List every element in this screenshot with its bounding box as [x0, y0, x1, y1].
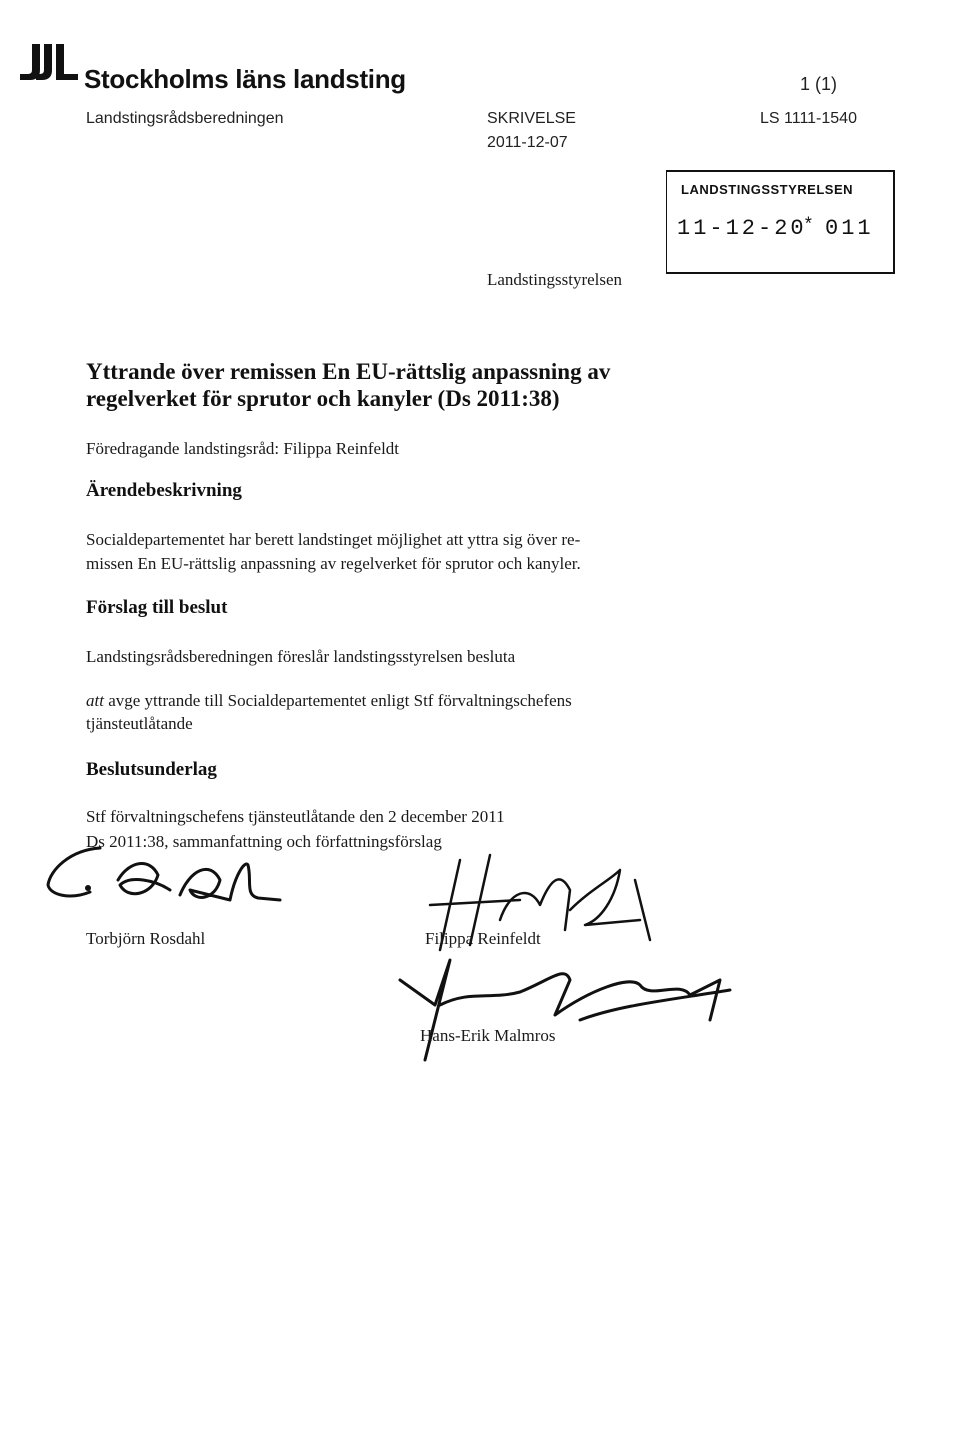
recipient: Landstingsstyrelsen: [487, 270, 623, 289]
proposal-text: Landstingsrådsberedningen föreslår landstingsstyrelsen besluta: [86, 647, 516, 666]
signature-name-middle: Filippa Reinfeldt: [425, 929, 541, 948]
reference-number: LS 1111-1540: [760, 110, 857, 127]
document-title-line1: Yttrande över remissen En EU-rättslig anpassning av: [86, 359, 611, 384]
proposal-heading: Förslag till beslut: [86, 597, 228, 618]
department-label: Landstingsrådsberedningen: [86, 110, 284, 127]
basis-heading: Beslutsunderlag: [86, 759, 217, 780]
stamp-number: 011: [825, 216, 874, 241]
basis-item2: Ds 2011:38, sammanfattning och författningsförslag: [86, 832, 442, 851]
case-heading: Ärendebeskrivning: [86, 480, 242, 501]
presenter: Föredragande landstingsråd: Filippa Reinfeldt: [86, 439, 400, 458]
document-date: 2011-12-07: [487, 134, 568, 151]
stamp-title: LANDSTINGSSTYRELSEN: [681, 182, 854, 197]
signature-name-left: Torbjörn Rosdahl: [86, 929, 206, 948]
document-type: SKRIVELSE: [487, 110, 576, 127]
page-number: 1 (1): [800, 74, 838, 94]
received-stamp: [666, 170, 895, 274]
signature-name-bottom: Hans-Erik Malmros: [420, 1026, 556, 1045]
signature-rosdahl: [30, 840, 290, 930]
case-text-line1: Socialdepartementet har berett landstinget möjlighet att yttra sig över re-: [86, 530, 581, 549]
att-word: att: [86, 691, 104, 710]
signature-malmros: [390, 950, 750, 1070]
proposal-att-line2: tjänsteutlåtande: [86, 714, 193, 733]
document-title-line2: regelverket för sprutor och kanyler (Ds 2011:38): [86, 386, 560, 411]
att-rest: avge yttrande till Socialdepartementet enligt Stf förvaltningschefens: [103, 691, 572, 710]
proposal-att-line1: [86, 689, 572, 712]
stamp-star: *: [803, 216, 817, 236]
county-logo-icon: [18, 42, 80, 82]
case-text-line2: missen En EU-rättslig anpassning av regelverket för sprutor och kanyler.: [86, 554, 581, 573]
stamp-date: 11-12-20: [677, 216, 807, 241]
basis-item1: Stf förvaltningschefens tjänsteutlåtande den 2 december 2011: [86, 807, 505, 826]
organization-name: Stockholms läns landsting: [84, 64, 406, 94]
